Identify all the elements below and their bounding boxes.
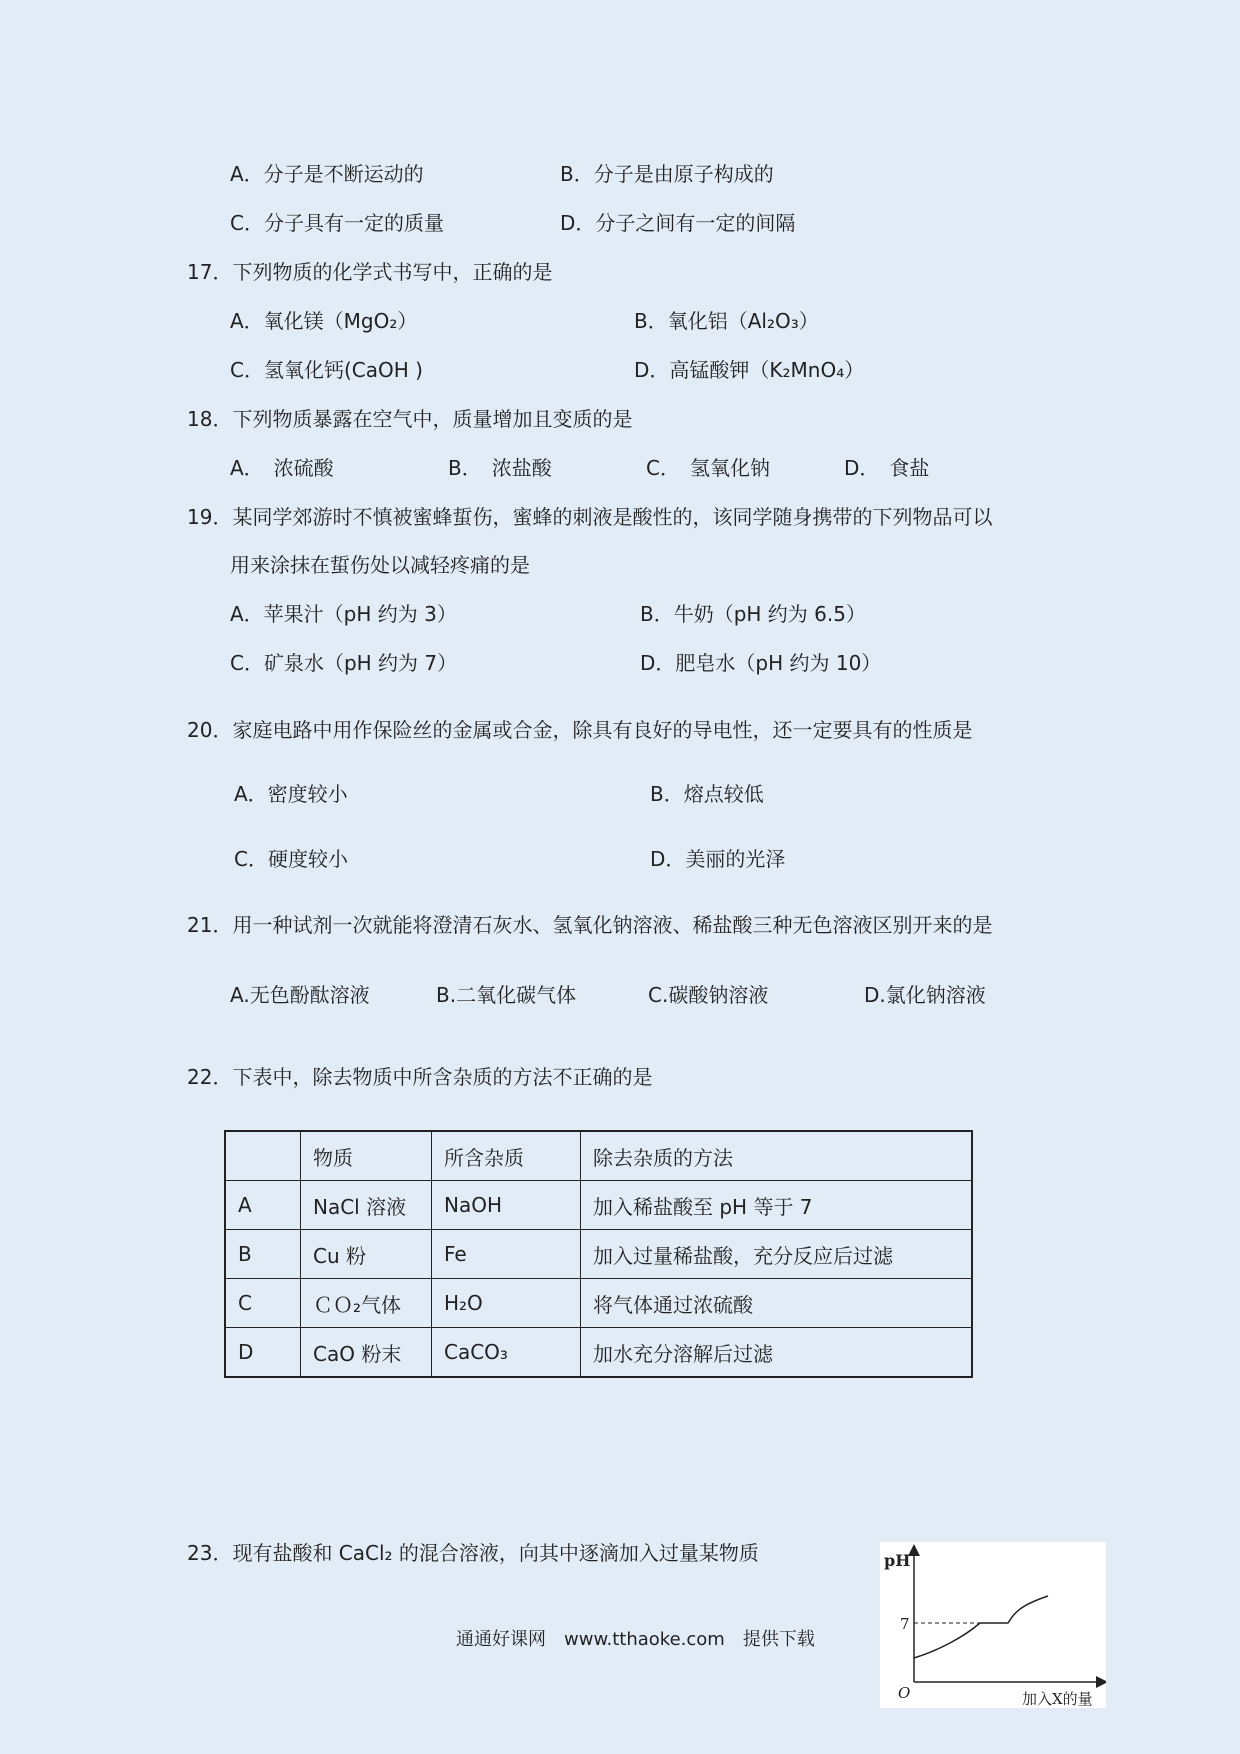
table-cell: 加入稀盐酸至 pH 等于 7: [581, 1181, 973, 1230]
table-cell: ＣＯ₂气体: [301, 1279, 432, 1328]
q16-option-c: C．分子具有一定的质量: [230, 211, 444, 235]
purification-table: [224, 1130, 973, 1378]
q18-option-a: A． 浓硫酸: [230, 456, 334, 480]
y-axis-label: pH: [884, 1551, 911, 1570]
q19-option-c: C．矿泉水（pH 约为 7）: [230, 651, 458, 675]
q17-option-d: D．高锰酸钾（K₂MnO₄）: [634, 358, 865, 382]
q16-option-b: B．分子是由原子构成的: [560, 162, 774, 186]
q16-option-d: D．分子之间有一定的间隔: [560, 211, 796, 235]
page-footer: 通通好课网 www.tthaoke.com 提供下载: [456, 1629, 815, 1650]
table-row: [225, 1328, 972, 1378]
q19-option-d: D．肥皂水（pH 约为 10）: [640, 651, 882, 675]
table-header-cell: [225, 1131, 301, 1181]
q19-option-b: B．牛奶（pH 约为 6.5）: [640, 602, 866, 626]
table-cell: 加入过量稀盐酸，充分反应后过滤: [581, 1230, 973, 1279]
table-row: [225, 1279, 972, 1328]
table-header-cell: 除去杂质的方法: [581, 1131, 973, 1181]
table-header-row: [225, 1131, 972, 1181]
table-cell: A: [225, 1181, 301, 1230]
q18-option-b: B． 浓盐酸: [448, 456, 552, 480]
q17-stem: 17．下列物质的化学式书写中，正确的是: [187, 260, 553, 284]
table-cell: H₂O: [432, 1279, 581, 1328]
table-cell: CaO 粉末: [301, 1328, 432, 1378]
q17-option-a: A．氧化镁（MgO₂）: [230, 309, 418, 333]
table-header-cell: 物质: [301, 1131, 432, 1181]
q16-option-a: A．分子是不断运动的: [230, 162, 424, 186]
q22-stem: 22．下表中，除去物质中所含杂质的方法不正确的是: [187, 1065, 653, 1089]
q21-option-c: C.碳酸钠溶液: [648, 983, 769, 1007]
origin-label: O: [898, 1684, 911, 1702]
table-cell: 加水充分溶解后过滤: [581, 1328, 973, 1378]
table-cell: B: [225, 1230, 301, 1279]
table-cell: CaCO₃: [432, 1328, 581, 1378]
q17-option-c: C．氢氧化钙(CaOH ): [230, 358, 423, 382]
y-tick-7: 7: [900, 1615, 910, 1633]
table-row: [225, 1181, 972, 1230]
q20-stem: 20．家庭电路中用作保险丝的金属或合金，除具有良好的导电性，还一定要具有的性质是: [187, 718, 973, 742]
q20-option-a: A．密度较小: [234, 782, 348, 806]
table-cell: NaCl 溶液: [301, 1181, 432, 1230]
q19-stem-line2: 用来涂抹在蜇伤处以减轻疼痛的是: [230, 553, 530, 577]
table-cell: D: [225, 1328, 301, 1378]
table-row: [225, 1230, 972, 1279]
table-cell: Fe: [432, 1230, 581, 1279]
ph-graph-svg: [880, 1542, 1106, 1708]
table-cell: NaOH: [432, 1181, 581, 1230]
q21-option-b: B.二氧化碳气体: [436, 983, 577, 1007]
table-cell: Cu 粉: [301, 1230, 432, 1279]
q20-option-c: C．硬度较小: [234, 847, 348, 871]
q21-option-a: A.无色酚酞溶液: [230, 983, 370, 1007]
ph-graph: [880, 1542, 1106, 1708]
q18-option-c: C． 氢氧化钠: [646, 456, 770, 480]
table-cell: 将气体通过浓硫酸: [581, 1279, 973, 1328]
q23-stem: 23．现有盐酸和 CaCl₂ 的混合溶液，向其中逐滴加入过量某物质: [187, 1541, 759, 1565]
q21-stem: 21．用一种试剂一次就能将澄清石灰水、氢氧化钠溶液、稀盐酸三种无色溶液区别开来的是: [187, 913, 993, 937]
q19-stem-line1: 19．某同学郊游时不慎被蜜蜂蜇伤，蜜蜂的刺液是酸性的，该同学随身携带的下列物品可以: [187, 505, 993, 529]
q18-stem: 18．下列物质暴露在空气中，质量增加且变质的是: [187, 407, 633, 431]
q18-option-d: D． 食盐: [844, 456, 930, 480]
q20-option-d: D．美丽的光泽: [650, 847, 786, 871]
table-header-cell: 所含杂质: [432, 1131, 581, 1181]
table-cell: C: [225, 1279, 301, 1328]
q21-option-d: D.氯化钠溶液: [864, 983, 986, 1007]
q20-option-b: B．熔点较低: [650, 782, 764, 806]
q19-option-a: A．苹果汁（pH 约为 3）: [230, 602, 457, 626]
ph-curve: [914, 1596, 1048, 1658]
q17-option-b: B．氧化铝（Al₂O₃）: [634, 309, 819, 333]
x-axis-label: 加入X的量: [1022, 1690, 1093, 1708]
